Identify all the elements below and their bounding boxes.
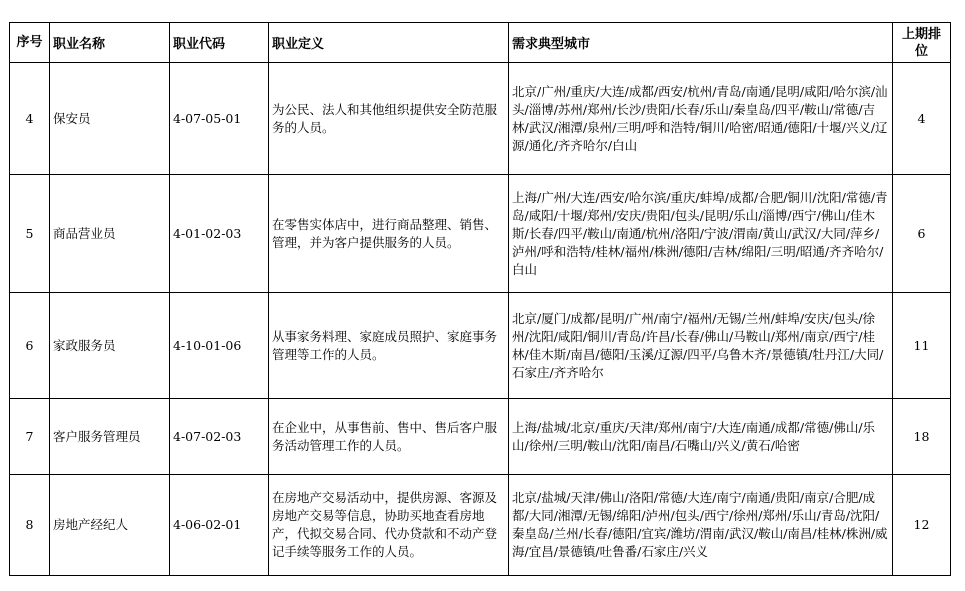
- cell-code: 4-07-05-01: [170, 63, 269, 175]
- cell-prev-rank: 4: [893, 63, 951, 175]
- cell-cities: 上海/盐城/北京/重庆/天津/郑州/南宁/大连/南通/成都/常德/佛山/乐山/徐州/三明/鞍山/沈阳/南昌/石嘴山/兴义/黄石/哈密: [509, 399, 893, 475]
- cell-code: 4-10-01-06: [170, 293, 269, 399]
- header-definition: 职业定义: [269, 23, 509, 63]
- cell-seq: 7: [10, 399, 50, 475]
- cell-prev-rank: 6: [893, 175, 951, 293]
- cell-definition: 在零售实体店中，进行商品整理、销售、管理，并为客户提供服务的人员。: [269, 175, 509, 293]
- cell-seq: 5: [10, 175, 50, 293]
- cell-code: 4-07-02-03: [170, 399, 269, 475]
- cell-name: 房地产经纪人: [50, 475, 170, 576]
- table-row: [10, 63, 951, 175]
- table-row: [10, 293, 951, 399]
- table-row: [10, 399, 951, 475]
- header-prev-rank-line1: 上期排: [901, 26, 941, 42]
- cell-seq: 8: [10, 475, 50, 576]
- header-cities: 需求典型城市: [509, 23, 893, 63]
- cell-cities: 上海/广州/大连/西安/哈尔滨/重庆/蚌埠/成都/合肥/铜川/沈阳/常德/青岛/咸阳/十堰/郑州/安庆/贵阳/包头/昆明/乐山/淄博/西宁/佛山/佳木斯/长春/四平/鞍山/南通/杭州/洛阳/宁波/渭南/黄山/武汉/大同/萍乡/泸州/呼和浩特/桂林/福州/株洲/德阳/吉林/绵阳/三明/昭通/齐齐哈尔/白山: [509, 175, 893, 293]
- table-row: [10, 175, 951, 293]
- cell-definition: 为公民、法人和其他组织提供安全防范服务的人员。: [269, 63, 509, 175]
- cell-cities: 北京/厦门/成都/昆明/广州/南宁/福州/无锡/兰州/蚌埠/安庆/包头/徐州/沈阳/咸阳/铜川/青岛/许昌/长春/佛山/马鞍山/郑州/南京/西宁/桂林/佳木斯/南昌/德阳/玉溪/辽源/四平/乌鲁木齐/景德镇/牡丹江/大同/石家庄/齐齐哈尔: [509, 293, 893, 399]
- table-row: [10, 475, 951, 576]
- cell-name: 客户服务管理员: [50, 399, 170, 475]
- cell-seq: 6: [10, 293, 50, 399]
- cell-code: 4-01-02-03: [170, 175, 269, 293]
- cell-prev-rank: 18: [893, 399, 951, 475]
- cell-code: 4-06-02-01: [170, 475, 269, 576]
- cell-name: 家政服务员: [50, 293, 170, 399]
- cell-cities: 北京/盐城/天津/佛山/洛阳/常德/大连/南宁/南通/贵阳/南京/合肥/成都/大同/湘潭/无锡/绵阳/泸州/包头/西宁/徐州/郑州/乐山/青岛/沈阳/秦皇岛/兰州/长春/德阳/宜宾/潍坊/渭南/武汉/鞍山/南昌/桂林/株洲/威海/宜昌/景德镇/吐鲁番/石家庄/兴义: [509, 475, 893, 576]
- header-prev-rank-line2: 位: [914, 43, 928, 59]
- header-row: [10, 23, 951, 63]
- cell-cities: 北京/广州/重庆/大连/成都/西安/杭州/青岛/南通/昆明/咸阳/哈尔滨/汕头/淄博/苏州/郑州/长沙/贵阳/长春/乐山/秦皇岛/四平/鞍山/常德/吉林/武汉/湘潭/泉州/三明/呼和浩特/铜川/哈密/昭通/德阳/十堰/兴义/辽源/通化/齐齐哈尔/白山: [509, 63, 893, 175]
- cell-seq: 4: [10, 63, 50, 175]
- cell-prev-rank: 11: [893, 293, 951, 399]
- cell-definition: 在房地产交易活动中，提供房源、客源及房地产交易等信息，协助买地查看房地产，代拟交易合同、代办贷款和不动产登记手续等服务工作的人员。: [269, 475, 509, 576]
- header-seq: 序号: [10, 23, 50, 63]
- cell-prev-rank: 12: [893, 475, 951, 576]
- header-prev-rank: [893, 23, 951, 63]
- cell-definition: 从事家务料理、家庭成员照护、家庭事务管理等工作的人员。: [269, 293, 509, 399]
- cell-definition: 在企业中，从事售前、售中、售后客户服务活动管理工作的人员。: [269, 399, 509, 475]
- cell-name: 保安员: [50, 63, 170, 175]
- header-name: 职业名称: [50, 23, 170, 63]
- header-code: 职业代码: [170, 23, 269, 63]
- occupation-table: [9, 22, 951, 576]
- cell-name: 商品营业员: [50, 175, 170, 293]
